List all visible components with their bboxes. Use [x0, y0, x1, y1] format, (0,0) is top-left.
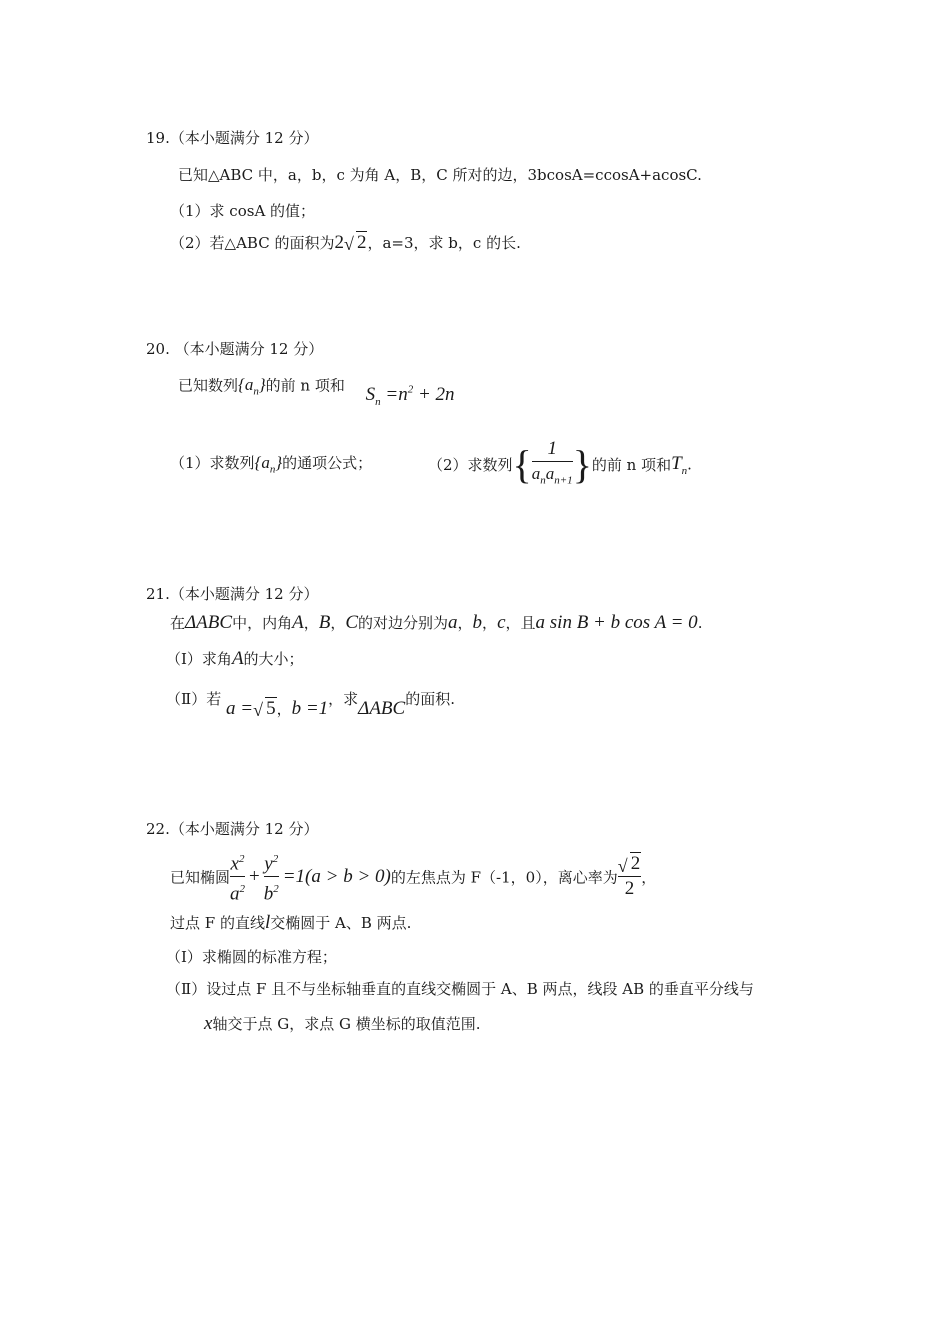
q21-sqrt: √ 5: [253, 698, 276, 720]
q19-header: 19.（本小题满分 12 分）: [146, 129, 319, 147]
q22-part2-cont: x轴交于点 G，求点 G 横坐标的取值范围.: [204, 1013, 481, 1034]
radical-sign-icon: √: [253, 700, 263, 720]
q19-part2: [170, 232, 521, 254]
q19-area-coef: 2: [334, 232, 344, 253]
q22-fraction-y: $\frac{y^2}{b^2}$: [263, 853, 279, 905]
q20-sum-formula: $S_n =n^2 + 2n$: [365, 384, 455, 409]
q20-part1: （1）求数列$\{a_n\}$的通项公式；: [170, 453, 373, 476]
right-brace-icon: }: [572, 442, 592, 488]
q20-stem-pre: 已知数列: [178, 376, 239, 395]
radical-sign-icon: √: [343, 234, 354, 254]
q22-line2: 过点 F 的直线l交椭圆于 A、B 两点.: [170, 912, 412, 933]
q19-part2-post: ，a=3，求 b，c 的长.: [367, 234, 521, 252]
left-brace-icon: {: [512, 442, 532, 488]
q21-equation: a sin B + b cos A = 0: [535, 612, 698, 633]
q22-stem: 已知椭圆 $\frac{x^2}{a^2}$ + $\frac{y^2}{b^2}$ =1(a > b > 0)的左焦点为 F（-1，0），离心率为 √ 2 2 ，: [170, 848, 656, 906]
q21-stem: 在ΔABC中，内角A，B，C的对边分别为a，b，c，且a sin B + b cos A = 0.: [170, 612, 703, 633]
q22-eccentricity: √ 2 2: [617, 853, 641, 900]
q20-fraction: $\frac{1}{a_na_{n+1}}$: [531, 438, 573, 487]
q21-part1: （Ⅰ）求角A的大小；: [166, 648, 304, 669]
q22-fraction-x: $\frac{x^2}{a^2}$: [230, 853, 246, 905]
q19-area-sqrt: √ 2: [343, 232, 367, 254]
q22-part1: （Ⅰ）求椭圆的标准方程；: [166, 948, 337, 966]
q20-header: 20. （本小题满分 12 分）: [146, 340, 324, 358]
q19-part1: （1）求 cosA 的值；: [170, 202, 316, 220]
q20-part2: （2）求数列{ $\frac{1}{a_na_{n+1}}$ }的前 n 项和$T_n$.: [428, 438, 692, 491]
q19-part2-pre: （2）若△ABC 的面积为: [170, 234, 335, 252]
q20-stem-mid: 的前 n 项和: [265, 376, 345, 395]
q21-part2: （Ⅱ）若 a = √ 5，b =1，求ΔABC的面积.: [166, 690, 455, 720]
q22-header: 22.（本小题满分 12 分）: [146, 820, 319, 838]
q22-part2: （Ⅱ）设过点 F 且不与坐标轴垂直的直线交椭圆于 A、B 两点，线段 AB 的垂直平分线与: [166, 980, 754, 998]
q21-header: 21.（本小题满分 12 分）: [146, 585, 319, 603]
q20-stem: 已知数列$\{a_n\}$的前 n 项和 $S_n =n^2 + 2n$: [178, 375, 455, 409]
q19-stem: 已知△ABC 中，a，b，c 为角 A，B，C 所对的边，3bcosA=ccosA+acosC.: [178, 166, 702, 184]
radical-sign-icon: √: [617, 856, 628, 877]
